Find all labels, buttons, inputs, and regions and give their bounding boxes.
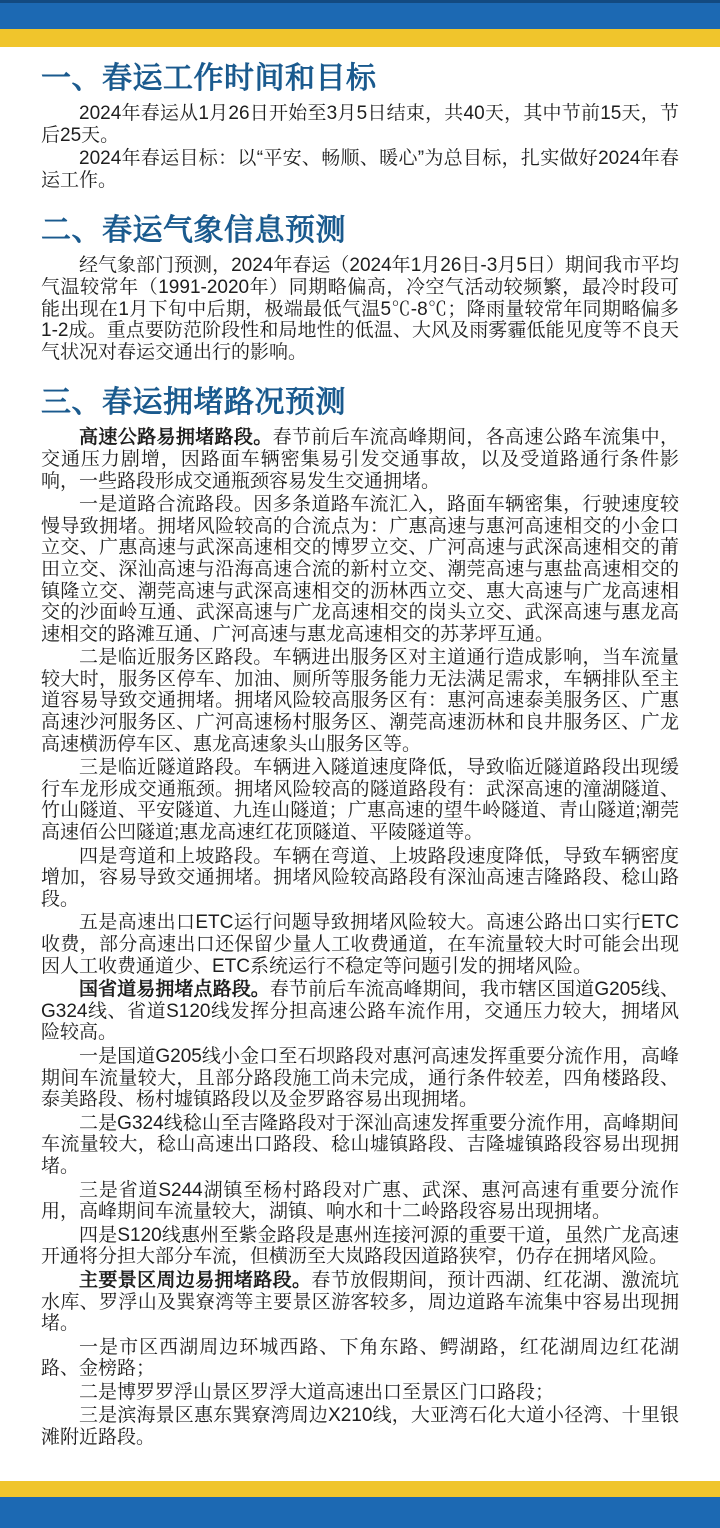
top-navy-edge (0, 0, 720, 3)
paragraph (41, 255, 679, 363)
paragraph-text: 二是临近服务区路段。车辆进出服务区对主道通行造成影响，当车流量较大时，服务区停车、加油、厕所等服务能力无法满足需求，车辆排队至主道容易导致交通拥堵。拥堵风险较高服务区有：惠河高速泰美服务区、广惠高速沙河服务区、广河高速杨村服务区、潮莞高速沥林和良井服务区、广龙高速横沥停车区、惠龙高速象头山服务区等。 (41, 647, 679, 755)
bottom-blue-band (0, 1497, 720, 1528)
document-content (0, 47, 720, 1481)
bottom-yellow-band (0, 1481, 720, 1497)
section-title: 二、春运气象信息预测 (41, 214, 346, 248)
paragraph (41, 647, 679, 755)
paragraph-scenic-areas (41, 1270, 679, 1335)
paragraph-text: 春节前后车流高峰期间，我市辖区国道G205线、G324线、省道S120线发挥分担高速公路车流作用，交通压力较大，拥堵风险较高。 (41, 979, 679, 1044)
section-congestion-forecast (41, 387, 679, 1448)
paragraph-text: 2024年春运从1月26日开始至3月5日结束，共40天，其中节前15天，节后25天。 (41, 103, 679, 146)
paragraph-national-provincial-roads (41, 979, 679, 1044)
paragraph-text: 春节前后车流高峰期间，各高速公路车流集中，交通压力剧增，因路面车辆密集易引发交通事故，以及受道路通行条件影响，一些路段形成交通瓶颈容易发生交通拥堵。 (41, 427, 679, 492)
section-title: 一、春运工作时间和目标 (41, 62, 377, 95)
paragraph (41, 1382, 679, 1404)
paragraph-text: 一是道路合流路段。因多条道路车流汇入，路面车辆密集，行驶速度较慢导致拥堵。拥堵风险较高的合流点为：广惠高速与惠河高速相交的小金口立交、广惠高速与武深高速相交的博罗立交、广河高速与武深高速相交的莆田立交、深汕高速与沿海高速合流的新村立交、潮莞高速与惠盐高速相交的镇隆立交、潮莞高速与武深高速相交的沥林西立交、惠大高速与广龙高速相交的沙面岭互通、武深高速与广龙高速相交的岗头立交、武深高速与惠龙高速相交的路滩互通、广河高速与惠龙高速相交的苏茅坪互通。 (41, 494, 679, 645)
section-spring-travel-time-goals (41, 63, 679, 191)
paragraph-text: 一是国道G205线小金口至石坝路段对惠河高速发挥重要分流作用，高峰期间车流量较大，且部分路段施工尚未完成，通行条件较差，四角楼路段、泰美路段、杨村墟镇路段以及金罗路容易出现拥堵。 (41, 1045, 679, 1111)
section-weather-forecast (41, 215, 679, 363)
paragraph-lead: 国省道易拥堵点路段。 (79, 979, 270, 1001)
paragraph-lead: 高速公路易拥堵路段。 (79, 427, 273, 449)
top-blue-band (0, 0, 720, 29)
paragraph-text: 春节放假期间，预计西湖、红花湖、激流坑水库、罗浮山及巽寮湾等主要景区游客较多，周边道路车流集中容易出现拥堵。 (41, 1269, 679, 1335)
paragraph (41, 1180, 679, 1223)
paragraph (41, 148, 679, 191)
paragraph-text: 五是高速出口ETC运行问题导致拥堵风险较大。高速公路出口实行ETC收费，部分高速出口还保留少量人工收费通道，在车流量较大时可能会出现因人工收费通道少、ETC系统运行不稳定等问题引发的拥堵风险。 (41, 912, 679, 977)
paragraph-text: 二是博罗罗浮山景区罗浮大道高速出口至景区门口路段； (79, 1381, 555, 1403)
paragraph (41, 1046, 679, 1111)
paragraph (41, 1225, 679, 1268)
top-yellow-band (0, 29, 720, 47)
paragraph (41, 1405, 679, 1448)
paragraph-text: 三是省道S244湖镇至杨村路段对广惠、武深、惠河高速有重要分流作用，高峰期间车流量较大，湖镇、响水和十二岭路段容易出现拥堵。 (41, 1179, 679, 1223)
paragraph-lead: 主要景区周边易拥堵路段。 (79, 1269, 312, 1291)
paragraph-text: 四是S120线惠州至紫金路段是惠州连接河源的重要干道，虽然广龙高速开通将分担大部分车流，但横沥至大岚路段因道路狭窄，仍存在拥堵风险。 (41, 1224, 679, 1268)
paragraph (41, 494, 679, 645)
paragraph-text: 三是滨海景区惠东巽寮湾周边X210线，大亚湾石化大道小径湾、十里银滩附近路段。 (41, 1405, 679, 1449)
paragraph (41, 1113, 679, 1178)
paragraph-text: 一是市区西湖周边环城西路、下角东路、鳄湖路，红花湖周边红花湖路、金榜路； (41, 1336, 679, 1380)
paragraph (41, 846, 679, 911)
paragraph-text: 2024年春运目标：以“平安、畅顺、暖心”为总目标，扎实做好2024年春运工作。 (41, 148, 679, 191)
paragraph-text: 三是临近隧道路段。车辆进入隧道速度降低，导致临近隧道路段出现缓行车龙形成交通瓶颈。拥堵风险较高的隧道路段有：武深高速的潼湖隧道、竹山隧道、平安隧道、九连山隧道；广惠高速的望牛岭隧道、青山隧道;潮莞高速佰公凹隧道;惠龙高速红花顶隧道、平陵隧道等。 (41, 757, 679, 844)
paragraph (41, 757, 679, 843)
paragraph-text: 四是弯道和上坡路段。车辆在弯道、上坡路段速度降低，导致车辆密度增加，容易导致交通拥堵。拥堵风险较高路段有深汕高速吉隆路段、稔山路段。 (41, 845, 679, 910)
paragraph-highway (41, 427, 679, 492)
paragraph (41, 1337, 679, 1380)
paragraph (41, 912, 679, 977)
section-title: 三、春运拥堵路况预测 (41, 386, 346, 420)
paragraph (41, 103, 679, 146)
paragraph-text: 二是G324线稔山至吉隆路段对于深汕高速发挥重要分流作用，高峰期间车流量较大，稔山高速出口路段、稔山墟镇路段、吉隆墟镇路段容易出现拥堵。 (41, 1112, 679, 1177)
paragraph-text: 经气象部门预测，2024年春运（2024年1月26日-3月5日）期间我市平均气温较常年（1991-2020年）同期略偏高，冷空气活动较频繁，最冷时段可能出现在1月下旬中后期，极端最低气温5℃-8℃；降雨量较常年同期略偏多1-2成。重点要防范阶段性和局地性的低温、大风及雨雾霾低能见度等不良天气状况对春运交通出行的影响。 (41, 255, 679, 363)
